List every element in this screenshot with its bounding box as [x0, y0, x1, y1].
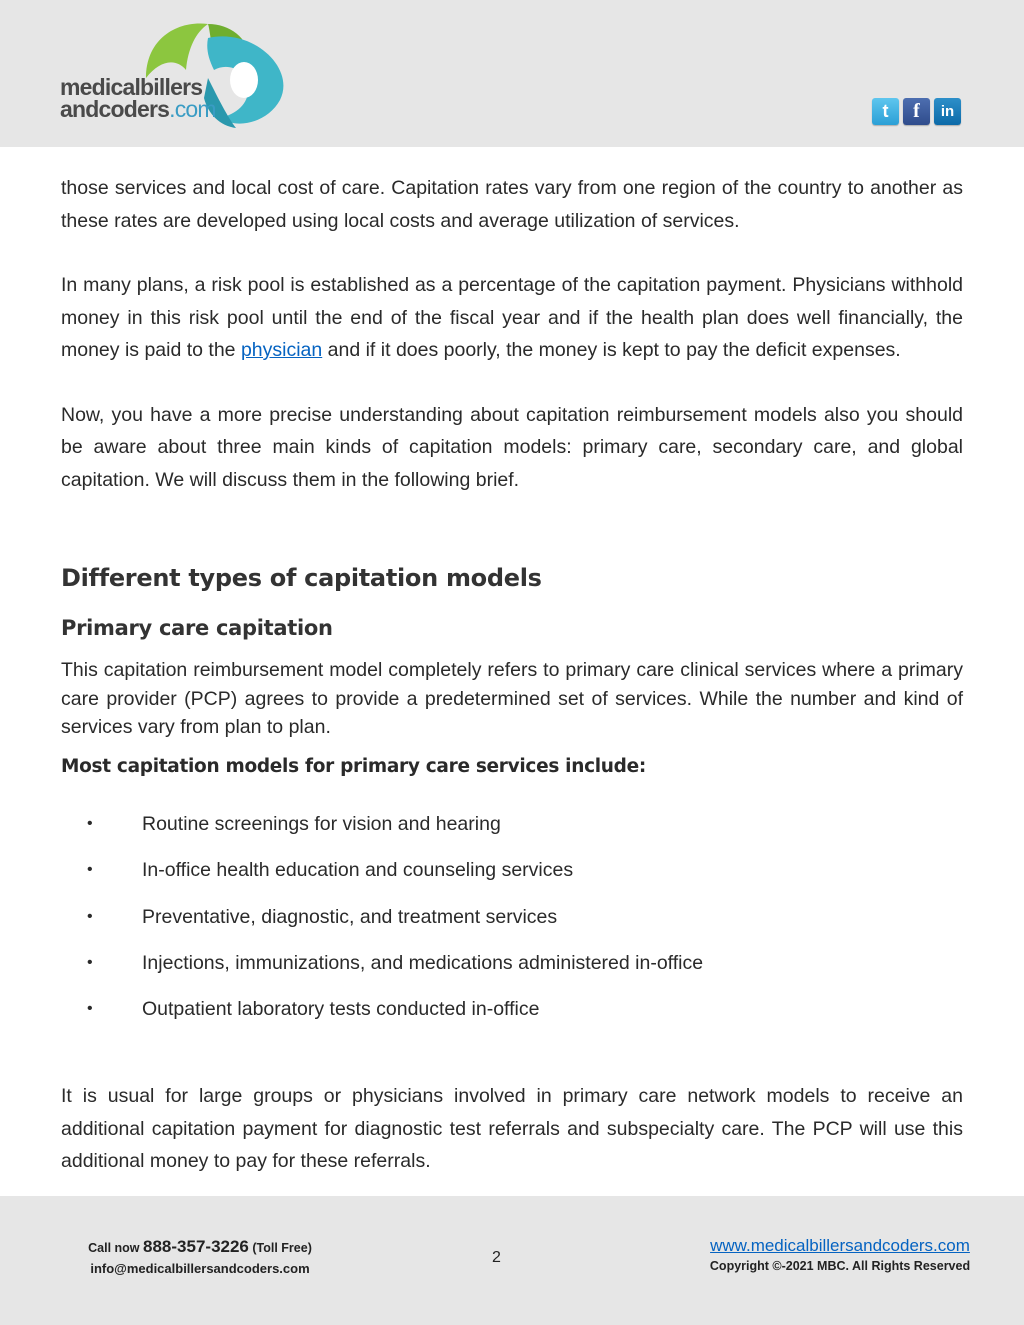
list-item-text: Routine screenings for vision and hearing — [142, 813, 501, 835]
footer-email[interactable]: info@medicalbillersandcoders.com — [90, 1261, 310, 1276]
bullet: • — [87, 953, 93, 971]
paragraph-2-text-b: and if it does poorly, the money is kept to pay the deficit expenses. — [322, 339, 901, 361]
toll-free-label: (Toll Free) — [248, 1241, 312, 1255]
physician-link[interactable]: physician — [240, 339, 323, 361]
paragraph-2-text-a: In many plans, a risk pool is established as a percentage of the capitation payment. Physicians withhold money in this risk pool until the end of the fiscal year and if the health plan does well financially, the money is paid to the — [61, 274, 963, 361]
logo-line2-suffix: .com — [169, 96, 216, 122]
copyright-text: Copyright ©-2021 MBC. All Rights Reserved — [709, 1259, 971, 1273]
page-number: 2 — [492, 1249, 501, 1266]
page-content — [61, 172, 963, 1172]
logo-line2 — [60, 98, 216, 120]
page-header — [0, 0, 1024, 147]
footer-site — [690, 1236, 990, 1273]
footer-contact — [80, 1237, 320, 1276]
paragraph-3: Now, you have a more precise understanding about capitation reimbursement models also you should be aware about three main kinds of capitation models: primary care, secondary care, and global capitation. We will discuss them in the following brief. — [61, 403, 963, 491]
social-links — [872, 98, 961, 126]
bullet: • — [87, 907, 93, 925]
logo-wordmark — [60, 76, 216, 120]
subsection-heading: Primary care capitation — [61, 616, 333, 640]
includes-label: Most capitation models for primary care services include: — [61, 756, 646, 777]
footer-call-line — [80, 1237, 320, 1257]
primary-care-description: This capitation reimbursement model completely refers to primary care clinical services where a primary care provider (PCP) agrees to provide a predetermined set of services. While the number and kind of services vary from plan to plan. — [61, 659, 963, 738]
list-item-text: Preventative, diagnostic, and treatment services — [142, 905, 558, 928]
list-item-text: Outpatient laboratory tests conducted in-office — [142, 998, 540, 1021]
phone-number[interactable]: 888-357-3226 — [143, 1237, 249, 1256]
section-heading: Different types of capitation models — [61, 564, 542, 592]
twitter-icon[interactable]: t — [872, 98, 899, 125]
linkedin-icon[interactable]: in — [934, 98, 961, 125]
closing-paragraph: It is usual for large groups or physicians involved in primary care network models to receive an additional capitation payment for diagnostic test referrals and subspecialty care. The PCP will use this additional money to pay for these referrals. — [61, 1085, 963, 1172]
list-item-text: In-office health education and counseling services — [142, 859, 574, 882]
logo-line1: medicalbillers — [60, 74, 203, 100]
company-logo[interactable] — [58, 18, 298, 133]
call-prefix: Call now — [88, 1241, 144, 1255]
bullet: • — [87, 815, 93, 832]
bullet: • — [87, 861, 93, 879]
list-item-text: Injections, immunizations, and medications administered in-office — [142, 951, 704, 974]
paragraph-1: those services and local cost of care. Capitation rates vary from one region of the country to another as these rates are developed using local costs and average utilization of services. — [61, 177, 963, 232]
page-footer — [0, 1196, 1024, 1325]
paragraph-2 — [61, 269, 963, 367]
logo-line2-main: andcoders — [60, 96, 170, 122]
facebook-icon[interactable]: f — [903, 98, 930, 125]
website-link[interactable]: www.medicalbillersandcoders.com — [710, 1236, 970, 1255]
bullet: • — [87, 1000, 93, 1018]
